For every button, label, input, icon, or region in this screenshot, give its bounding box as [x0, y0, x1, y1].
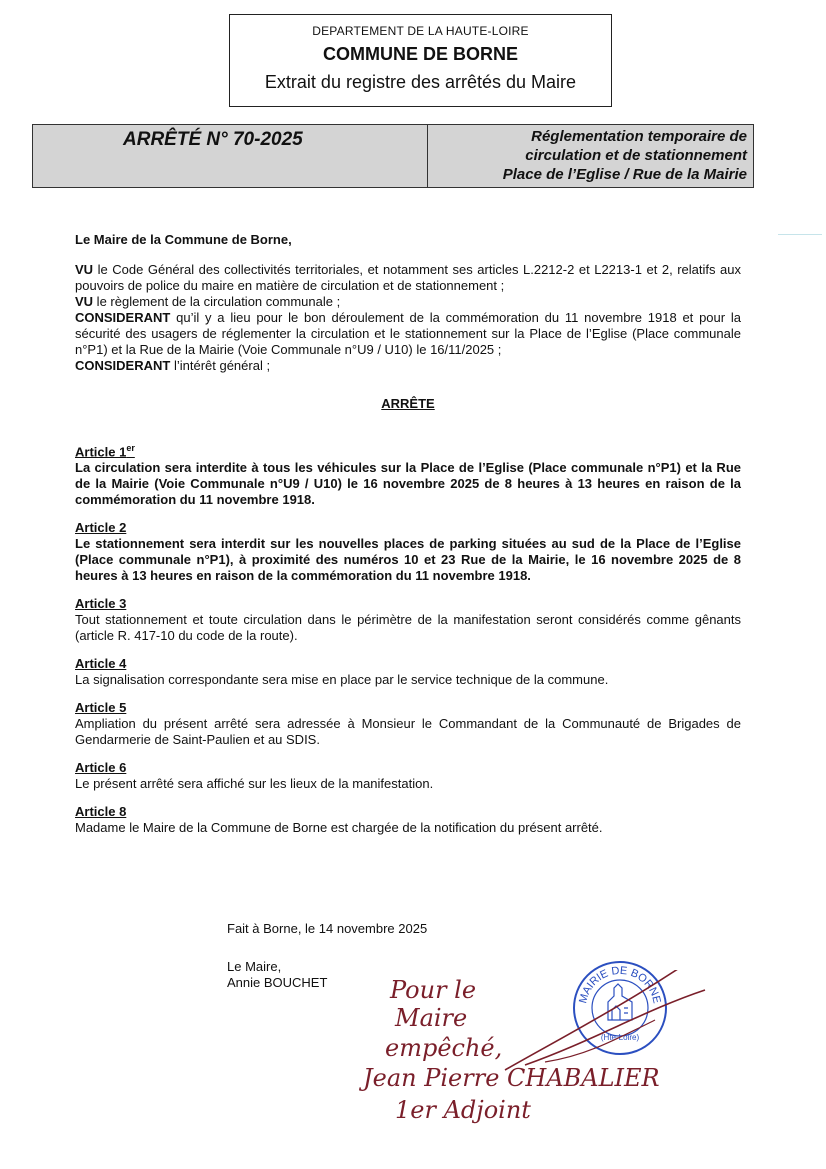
margin-mark — [778, 234, 822, 235]
article-text: La signalisation correspondante sera mise en place par le service technique de la commune. — [75, 672, 609, 688]
mayor-role: Le Maire, — [227, 959, 282, 974]
mayor-name: Annie BOUCHET — [227, 975, 328, 990]
article-4 — [75, 656, 741, 688]
vu-clause-2 — [75, 294, 741, 310]
document-header-box — [229, 14, 612, 107]
article-title: Article 4 — [75, 656, 127, 672]
place-date: Fait à Borne, le 14 novembre 2025 — [227, 921, 428, 936]
article-6 — [75, 760, 741, 792]
article-title: Article 3 — [75, 596, 127, 612]
considerant-clause-1 — [75, 310, 741, 358]
vu-label: VU — [75, 294, 94, 309]
considerant-label: CONSIDERANT — [75, 358, 171, 373]
article-1 — [75, 440, 741, 508]
handwritten-line-1: Pour le — [390, 976, 477, 1004]
article-text: Le présent arrêté sera affiché sur les lieux de la manifestation. — [75, 776, 434, 792]
article-3 — [75, 596, 741, 644]
article-text: Ampliation du présent arrêté sera adressée à Monsieur le Commandant de la Communauté de Brigades de Gendarmerie de Saint-Paulien et au SDIS. — [75, 716, 741, 748]
title-subject-cell — [428, 125, 753, 187]
handwritten-line-2: Maire — [395, 1004, 468, 1032]
stamp-top-text: MAIRIE DE BORNE — [577, 964, 663, 1005]
article-text: Le stationnement sera interdit sur les nouvelles places de parking situées au sud de la Place de l’Eglise (Place communale n°P1), à proximité des numéros 10 et 23 Rue de la Mairie, le 16 novembre 2025 de 8 heures à 13 heures en raison de la commémoration du 11 novembre 1918. — [75, 536, 741, 584]
considerant-clause-2 — [75, 358, 741, 374]
article-title: Article 2 — [75, 520, 127, 536]
considerant-label: CONSIDERANT — [75, 310, 171, 325]
article-title — [75, 440, 741, 460]
vu-text: le Code Général des collectivités territoriales, et notamment ses articles L.2212-2 et L2213-1 et 2, relatifs aux pouvoirs de police du maire en matière de circulation et de stationnement ; — [75, 262, 741, 293]
handwritten-line-4: Jean Pierre CHABALIER — [363, 1064, 660, 1092]
department-label: DEPARTEMENT DE LA HAUTE-LOIRE — [312, 24, 529, 38]
considerant-text: l’intérêt général ; — [170, 358, 271, 373]
arrete-number: ARRÊTÉ N° 70-2025 — [123, 129, 303, 150]
title-bar — [32, 124, 754, 188]
vu-text: le règlement de la circulation communale ; — [93, 294, 341, 309]
article-8 — [75, 804, 741, 836]
handwritten-line-5: 1er Adjoint — [395, 1096, 531, 1124]
vu-clause-1 — [75, 262, 741, 294]
mayor-intro: Le Maire de la Commune de Borne, — [75, 232, 292, 247]
article-text: La circulation sera interdite à tous les véhicules sur la Place de l’Eglise (Place communale n°P1) et la Rue de la Mairie (Voie Communale n°U9 / U10) le 16 novembre 2025 de 8 heures à 13 heures en raison de la commémoration du 11 novembre 1918. — [75, 460, 741, 508]
subject-line-2: circulation et de stationnement — [525, 147, 747, 164]
article-title: Article 5 — [75, 700, 127, 716]
article-title: Article 6 — [75, 760, 127, 776]
handwritten-signature — [355, 970, 775, 1160]
article-title-sup: er — [126, 443, 135, 453]
considerant-text: qu’il y a lieu pour le bon déroulement de la commémoration du 11 novembre 1918 et pour la sécurité des usagers de réglementer la circulation et le stationnement sur la Place de l’Eglise (Place communale n°P1) et la Rue de la Mairie (Voie Communale n°U9 / U10) le 16/11/2025 ; — [75, 310, 741, 357]
article-5 — [75, 700, 741, 748]
article-text: Madame le Maire de la Commune de Borne est chargée de la notification du présent arrêté. — [75, 820, 603, 836]
commune-name: COMMUNE DE BORNE — [322, 44, 518, 64]
article-text: Tout stationnement et toute circulation dans le périmètre de la manifestation seront considérés comme gênants (article R. 417-10 du code de la route). — [75, 612, 741, 644]
title-number-cell — [33, 125, 428, 187]
vu-label: VU — [75, 262, 94, 277]
handwritten-line-3: empêché, — [385, 1034, 503, 1062]
stamp-bottom-text: (Hte-Loire) — [600, 1033, 640, 1042]
subject-line-1: Réglementation temporaire de — [531, 128, 747, 145]
register-extract-label: Extrait du registre des arrêtés du Maire — [264, 72, 577, 92]
article-2 — [75, 520, 741, 584]
article-title-text: Article 1 — [75, 444, 127, 460]
subject-line-3: Place de l’Eglise / Rue de la Mairie — [502, 166, 747, 183]
document-body — [75, 232, 741, 848]
arrete-heading: ARRÊTE — [381, 396, 435, 411]
article-title: Article 8 — [75, 804, 127, 820]
